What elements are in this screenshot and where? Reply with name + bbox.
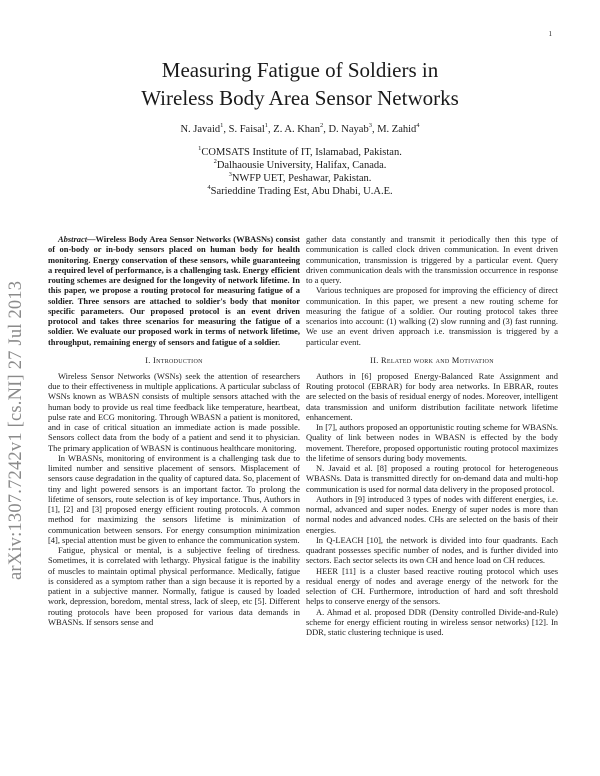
arxiv-identifier: arXiv:1307.7242v1 [cs.NI] 27 Jul 2013	[6, 280, 26, 580]
author: Z. A. Khan$^2$	[273, 122, 324, 135]
affiliation: $^4$Sarieddine Trading Est, Abu Dhabi, U.A.E.	[207, 184, 393, 197]
author-list: N. Javaid$^1$, S. Faisal$^1$, Z. A. Khan$^2$, D. Nayab$^3$, M. Zahid$^4$	[180, 122, 420, 135]
author: S. Faisal$^1$	[228, 122, 269, 135]
page-number: 1	[548, 30, 552, 38]
body-paragraph: Wireless Sensor Networks (WSNs) seek the attention of researchers due to their effectiveness in multiple applications. A particular subclass of WSNs known as WBASN consists of multiple sensors attached with the human body to provide us real time feedback like temperature, heartbeat, pulse rate and ECG monitoring. Through WBASN a patient is monitored, and in case of critical situation an immediate action is made possible. Sensors collect data from the body of a patient and send it to physician. The primary application of WBASN is continuous healthcare monitoring.	[48, 370, 300, 453]
section-heading-related-work: II. Related work and Motivation	[370, 355, 494, 365]
body-paragraph: Authors in [9] introduced 3 types of nodes with different energies, i.e. normal, advanced and super nodes. Energy of super nodes is more than normal nodes and advanced nodes. CHs are selected on the basis of their energies.	[306, 493, 558, 535]
abstract-text: —Wireless Body Area Sensor Networks (WBASNs) consist of on-body or in-body sensors placed on human body for health monitoring. Energy conservation of these sensors, while guaranteeing a required level of performance, is a challenging task. Energy efficient routing schemes are designed for the longevity of network lifetime. In this paper, we propose a routing protocol for measuring fatigue of a soldier. Three sensors are attached to soldier's body that monitor specific parameters. Our proposed protocol is an event driven protocol and takes three scenarios for measuring the fatigue of a soldier. We evaluate our proposed work in terms of network lifetime, throughput, remaining energy of sensors and fatigue of a soldier.	[48, 234, 300, 347]
body-paragraph: Fatigue, physical or mental, is a subjective feeling of tiredness. Sometimes, it is correlated with lethargy. Physical fatigue is the inability of muscles to maintain optimal physical performance. Medically, fatigue is considered as a symptom rather than a sign because it is reported by a patient in a subjective manner. Normally, fatigue is caused by loaded work, depression, boredom, mental stress, lack of sleep, etc [5]. Different routing protocols have been proposed for various data demands in WBASNs. If sensors sense and	[48, 545, 300, 627]
abstract-paragraph	[48, 234, 300, 347]
abstract-label: Abstract	[58, 234, 88, 244]
paper-title	[60, 56, 540, 112]
author: M. Zahid$^4$	[377, 122, 420, 135]
body-paragraph: Various techniques are proposed for improving the efficiency of direct communication. In this paper, we present a new routing scheme for measuring the fatigue of a soldier. Our routing protocol takes three scenarios into account: (1) walking (2) slow running and (3) fast running. We use an event driven approach i.e. transmission is triggered by a particular event.	[306, 285, 558, 347]
left-column	[48, 234, 300, 627]
body-paragraph: N. Javaid et al. [8] proposed a routing protocol for heterogeneous WBASNs. Data is transmitted directly for on-demand data and multi-hop communication is used for normal data delivery in the proposed protocol.	[306, 463, 558, 494]
affiliation-list	[60, 146, 540, 198]
abstract	[48, 234, 300, 347]
affiliation: $^2$Dalhaousie University, Halifax, Canada.	[213, 158, 387, 171]
body-paragraph: Authors in [6] proposed Energy-Balanced Rate Assignment and Routing protocol (EBRAR) for body area networks. In EBRAR, routes are selected on the basis of residual energy of nodes. Moreover, intelligent data transmission and uniform distribution facilitate network lifetime enhancement.	[306, 370, 558, 422]
author: D. Nayab$^3$	[328, 122, 372, 135]
affiliation: $^1$COMSATS Institute of IT, Islamabad, Pakistan.	[198, 145, 402, 158]
body-paragraph: In Q-LEACH [10], the network is divided into four quadrants. Each quadrant possesses specific number of nodes, and is further divided into sectors. Each sector selects its own CH and hence load on CH reduces.	[306, 534, 558, 566]
body-paragraph: HEER [11] is a cluster based reactive routing protocol which uses residual energy of nodes and average energy of the network for the selection of CH. Furthermore, introduction of hard and soft threshold helps to conserve energy of the sensors.	[306, 565, 558, 607]
body-paragraph: gather data constantly and transmit it periodically then this type of communication is called clock driven communication. In event driven communication, transmission is triggered by a particular event. Query driven communication deals with the transmission occurrence in response to a query.	[306, 234, 558, 285]
right-column	[306, 234, 558, 637]
author: N. Javaid$^1$	[180, 122, 224, 135]
title-line-1: Measuring Fatigue of Soldiers in	[161, 58, 439, 82]
title-line-2: Wireless Body Area Sensor Networks	[141, 86, 459, 110]
body-paragraph: A. Ahmad et al. proposed DDR (Density controlled Divide-and-Rule) scheme for energy efficient routing in wireless sensor networks) [12]. In DDR, static clustering technique is used.	[306, 606, 558, 637]
body-paragraph: In [7], authors proposed an opportunistic routing scheme for WBASNs. Quality of link between nodes in WBASN is effected by the body movement. Therefore, proposed opportunistic routing protocol maximizes the lifetime of sensors during body movements.	[306, 422, 558, 463]
body-paragraph: In WBASNs, monitoring of environment is a challenging task due to limited number and sensitive placement of sensors. Misplacement of sensors cause degradation in the quality of captured data. So, placement of tiny and light powered sensors is an important factor. To prolong the lifetime of sensors, route selection is of key importance. Thus, Authors in [1], [2] and [3] proposed energy efficient routing protocols. A common method for maximizing the sensors lifetime is minimization of communication between sensors. For energy consumption minimization [4], special attention must be given to enhance the communication system.	[48, 452, 300, 545]
section-heading-introduction: I. Introduction	[145, 355, 203, 365]
affiliation: $^3$NWFP UET, Peshawar, Pakistan.	[228, 171, 372, 184]
